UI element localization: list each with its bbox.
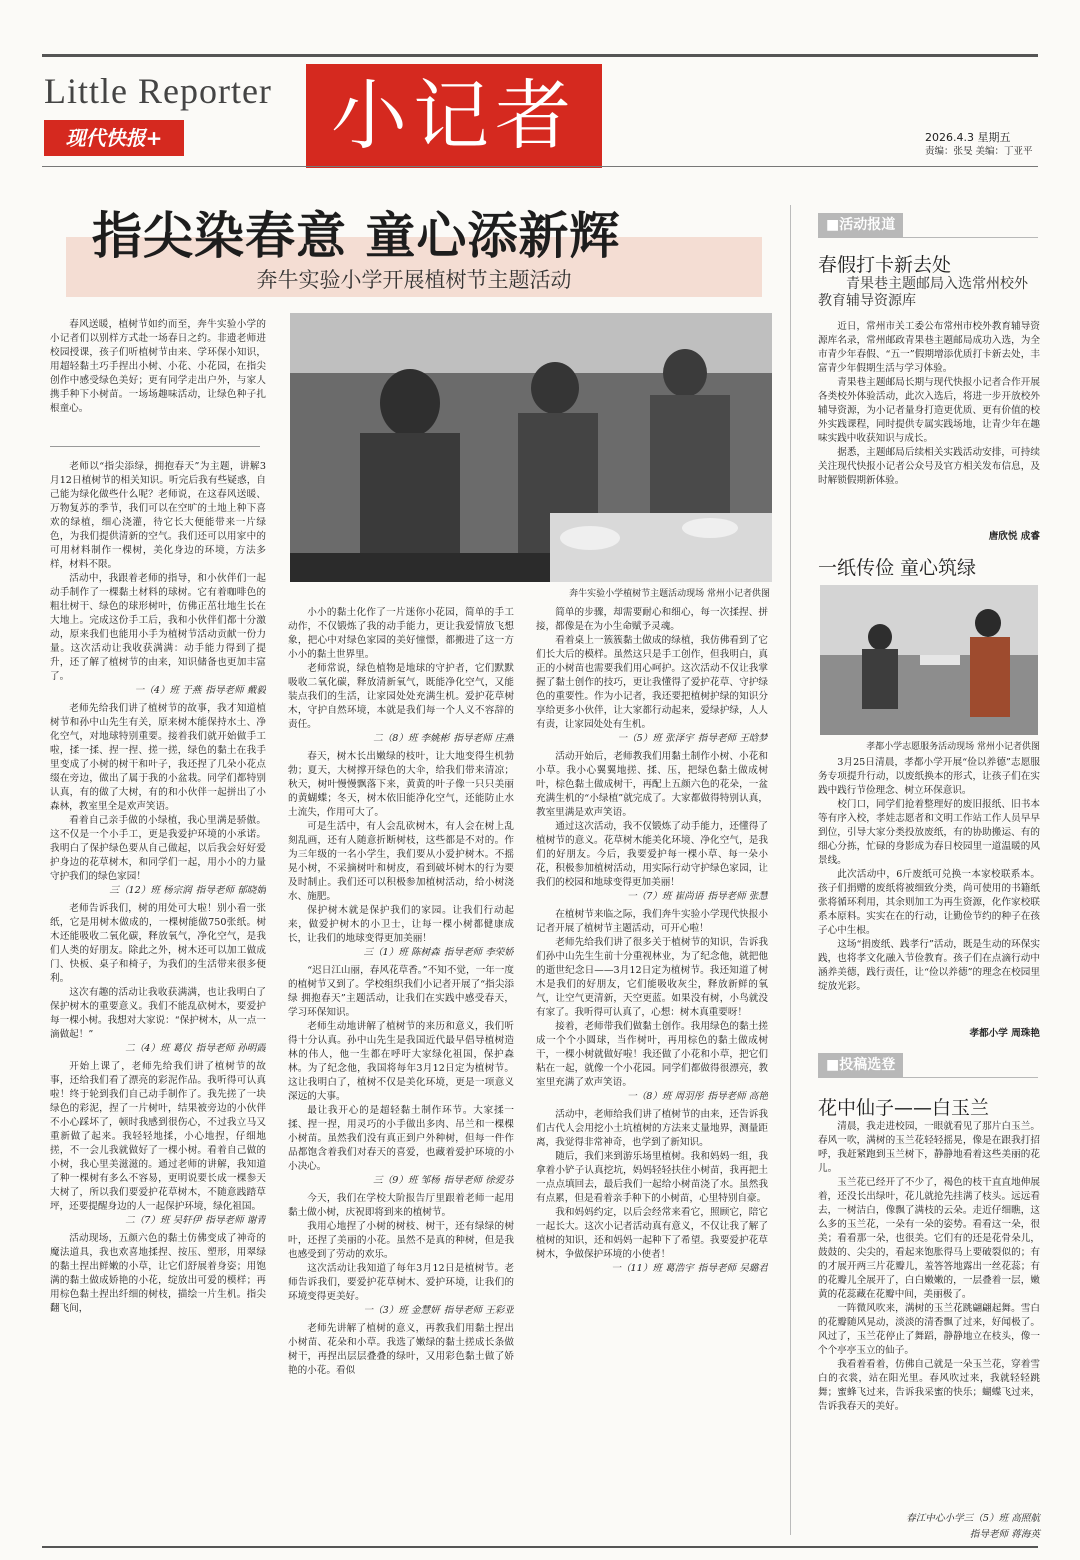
- paragraph: 看着桌上一簇簇黏土做成的绿植，我仿佛看到了它们长大后的模样。虽然这只是手工创作，但我明白，真正的小树苗也需要我们用心呵护。这次活动不仅让我掌握了黏土创作的技巧，更让我懂得了爱护花草、守护绿色的重要性。作为小记者，我还要把植树护绿的知识分享给更多小伙伴，让大家都行动起来，爱绿护绿，人人有责，让家园处处有生机。: [536, 635, 768, 730]
- teacher-name: 指导老师 戴毅: [205, 685, 266, 696]
- children-crafting-photo-icon: [290, 313, 772, 582]
- author-name: 二（8）班 李姚彬: [373, 733, 450, 744]
- author-signature: [288, 946, 514, 960]
- paragraph: 春天，树木长出嫩绿的枝叶，让大地变得生机勃勃；夏天，大树撑开绿色的大伞，给我们带来清凉；秋天，树叶慢慢飘落下来，黄黄的叶子像一只只美丽的黄蝴蝶；冬天，树木依旧能净化空气，还能防止水土流失，作用可大了。: [288, 751, 514, 818]
- paragraph: 此次活动中，6斤废纸可兑换一本家校联系本。孩子们捐赠的废纸将被细致分类，尚可使用的书籍纸张将循环利用，其余则加工为再生资源，化作家校联系本原料。实实在在的行动，让勤俭节约的种子在孩子心中生根。: [818, 869, 1040, 936]
- sidebar-divider: [790, 205, 791, 1535]
- paragraph: 这场“捐废纸、践孝行”活动，既是生动的环保实践，也将孝文化融入节俭教育。孩子们在点滴行动中涵养美德，践行责任，让“俭以养德”的理念在校园里绽放光彩。: [818, 939, 1040, 992]
- paragraph: 老师生动地讲解了植树节的来历和意义，我们听得十分认真。孙中山先生是我国近代最早倡导植树造林的伟人，他一生都在呼吁大家绿化祖国，保护森林。为了纪念他，我国将每年3月12日定为植树节。这让我明白了，植树不仅是美化环境，更是一项意义深远的大事。: [288, 1021, 514, 1102]
- author-name: 一（3）班 金慧妍: [363, 1305, 440, 1316]
- lead-divider: [50, 446, 260, 447]
- teacher-name: 指导老师 庄燕: [453, 733, 514, 744]
- story3-byline-author: 春江中心小学三（5）班 高照航: [906, 1513, 1040, 1524]
- paragraph: 通过这次活动，我不仅锻炼了动手能力，还懂得了植树节的意义。花草树木能美化环境、净化空气，是我们的好朋友。今后，我要爱护每一棵小草、每一朵小花，积极参加植树活动，用实际行动守护绿色家园，让我们的校园和地球变得更加美丽！: [536, 821, 768, 888]
- author-signature: [288, 1304, 514, 1318]
- author-name: 一（5）班 张泽宇: [617, 733, 694, 744]
- paragraph: “迟日江山丽，春风花草香。”不知不觉，一年一度的植树节又到了。学校组织我们小记者开展了“指尖添绿 拥抱春天”主题活动，让我们在实践中感受春天，学习环保知识。: [288, 965, 514, 1018]
- paragraph: 活动开始后，老师教我们用黏土制作小树、小花和小草。我小心翼翼地搓、揉、压，把绿色黏土做成树叶，棕色黏土做成树干，再配上五颜六色的花朵，一盆充满生机的“小绿植”就完成了。大家都做得特别认真，教室里满是欢声笑语。: [536, 751, 768, 818]
- author-name: 一（4）班 于燕: [134, 685, 202, 696]
- author-signature: [50, 1214, 266, 1228]
- teacher-name: 指导老师 李荣娇: [443, 947, 514, 958]
- paragraph: 最让我开心的是超轻黏土制作环节。大家揉一揉、捏一捏，用灵巧的小手做出多肉、吊兰和一棵棵小树苗。虽然我们没有真正到户外种树，但每一件作品都饱含着我们对春天的喜爱，也藏着爱护环境的小小决心。: [288, 1105, 514, 1172]
- author-name: 三（12）班 杨宗润: [109, 885, 192, 896]
- story1-title: 春假打卡新去处: [818, 254, 952, 276]
- paragraph: 随后，我们来到游乐场里植树。我和妈妈一组，我拿着小铲子认真挖坑，妈妈轻轻扶住小树苗，我再把土一点点填回去，最后我们一起给小树苗浇了水。虽然我有点累，但是看着亲手种下的小树苗，心里特别自豪。: [536, 1151, 768, 1204]
- paragraph: 老师先讲解了植树的意义，再教我们用黏土捏出小树苗、花朵和小草。我选了嫩绿的黏土搓成长条做树干，再捏出层层叠叠的绿叶，又用彩色黏土做了娇艳的小花。看似: [288, 1323, 514, 1376]
- paragraph: 校门口，同学们抢着整理好的废旧报纸、旧书本等有序入校，孝娃志愿者和文明工作站工作人员早早到位，引导大家分类投放废纸，有的协助搬运、有的细心分拣，忙碌的身影成为春日校园里一道温暖的风景线。: [818, 799, 1040, 866]
- author-signature: [50, 684, 266, 698]
- teacher-name: 指导老师 谢青: [205, 1215, 266, 1226]
- brand-english-name: Little Reporter: [44, 71, 272, 111]
- paragraph: 接着，老师带我们做黏土创作。我用绿色的黏土搓成一个个小圆球，当作树叶，再用棕色的黏土做成树干，一棵小树就做好啦！我还做了小花和小草，把它们粘在一起，就像一个小花园。同学们都做得很漂亮，教室里充满了欢声笑语。: [536, 1021, 768, 1088]
- teacher-name: 指导老师 徐爱芬: [443, 1175, 514, 1186]
- teacher-name: 指导老师 王彩亚: [443, 1305, 514, 1316]
- teacher-name: 指导老师 吴璐君: [697, 1263, 768, 1274]
- paragraph: 今天，我们在学校大阶报告厅里跟着老师一起用黏土做小树，庆祝即将到来的植树节。: [288, 1193, 514, 1218]
- paragraph: 小小的黏土化作了一片迷你小花园，简单的手工动作，不仅锻炼了我的动手能力，更让我爱情放飞想象，把心中对绿色家园的美好憧憬，都搬进了这一方小小的黏土世界里。: [288, 607, 514, 660]
- activity-photo: [290, 313, 772, 582]
- photo-caption: 奔牛实验小学植树节主题活动现场 常州小记者供图: [569, 589, 770, 599]
- story3-title: 花中仙子——白玉兰: [818, 1097, 990, 1119]
- paragraph: 玉兰花已经开了不少了，褐色的枝干直直地伸展着，还没长出绿叶，花儿就抢先挂满了枝头。远远看去，一树洁白，像飘了满枝的云朵。走近仔细瞧，这么多的玉兰花，一朵有一朵的姿势。看看这一朵，很美；看看那一朵，也很美。它们有的还是花骨朵儿，鼓鼓的、尖尖的，看起来饱胀得马上要破裂似的；有的才展开两三片花瓣儿，羞答答地露出一丝花蕊；有的花瓣儿全展开了，白白嫩嫩的，一层叠着一层，嫩黄的花蕊藏在花瓣中间，美丽极了。: [818, 1177, 1040, 1300]
- bottom-rule: [42, 1546, 1038, 1548]
- story1-subtitle: 青果巷主题邮局入选常州校外教育辅导资源库: [818, 276, 1028, 309]
- teacher-name: 指导老师 孙明霞: [195, 1043, 266, 1054]
- paragraph: 我和妈妈约定，以后会经常来看它，照顾它，陪它一起长大。这次小记者活动真有意义，不仅让我了解了植树的知识，还和妈妈一起种下了希望。我要爱护花草树木，争做保护环境的小使者！: [536, 1207, 768, 1260]
- paragraph: 看着自己亲手做的小绿植，我心里满是骄傲。这不仅是一个小手工，更是我爱护环境的小承诺。我明白了保护绿色要从自己做起，以后我会好好爱护身边的花草树木，和同学们一起，用小小的力量守护我们的绿色家园！: [50, 815, 266, 882]
- story2-title: 一纸传俭 童心筑绿: [818, 557, 977, 579]
- main-subtitle: 奔牛实验小学开展植树节主题活动: [256, 268, 572, 292]
- paragraph: 活动中，老师给我们讲了植树节的由来，还告诉我们古代人会用挖小土坑植树的方法来丈量地界，测量距离，我觉得非常神奇，也学到了新知识。: [536, 1109, 768, 1148]
- author-signature: [50, 1042, 266, 1056]
- story3-byline-teacher: 指导老师 蒋海英: [969, 1529, 1040, 1540]
- author-name: 一（8）班 周羽彤: [627, 1091, 704, 1102]
- story3-body: [818, 1120, 1040, 1506]
- author-signature: [288, 1174, 514, 1188]
- column-title-banner: 小记者: [306, 64, 602, 168]
- author-signature: [536, 1262, 768, 1276]
- author-name: 三（9）班 邹杨: [373, 1175, 440, 1186]
- paragraph: 老师以“指尖添绿，拥抱春天”为主题，讲解3月12日植树节的相关知识。听完后我有些疑惑，自己能为绿化做些什么呢？老师说，在这春风送暖、万物复苏的季节，我们可以在空旷的土地上种下喜欢的绿植，细心浇灌，待它长大便能带来一片绿色，为我们提供清新的空气。我们还可以用家中的可用材料制作一棵树，美化身边的环境，方法多样，材料不限。: [50, 461, 266, 570]
- article-lead: [50, 318, 266, 432]
- teacher-name: 指导老师 高艳: [707, 1091, 768, 1102]
- paragraph: 这次活动让我知道了每年3月12日是植树节。老师告诉我们，要爱护花草树木、爱护环境，让我们的环境变得更美好。: [288, 1263, 514, 1302]
- paragraph: 一阵微风吹来，满树的玉兰花跳翩翩起舞。雪白的花瓣随风晃动，淡淡的清香飘了过来，好闻极了。风过了，玉兰花停止了舞蹈，静静地立在枝头，像一个个亭亭玉立的仙子。: [818, 1303, 1040, 1356]
- author-signature: [288, 732, 514, 746]
- story2-body: [818, 756, 1040, 1024]
- teacher-name: 指导老师 张慧: [707, 891, 768, 902]
- author-signature: [536, 890, 768, 904]
- paragraph: 我用心地捏了小树的树枝、树干，还有绿绿的树叶，还捏了美丽的小花。虽然不是真的种树，但是我也感受到了劳动的欢乐。: [288, 1221, 514, 1260]
- paragraph: 保护树木就是保护我们的家园。让我们行动起来，做爱护树木的小卫士，让每一棵小树都健康成长，让我们的地球变得更加美丽！: [288, 905, 514, 944]
- author-signature: [50, 884, 266, 898]
- story1-byline: 唐欣悦 成睿: [988, 531, 1040, 542]
- section-tag-submissions: ■投稿选登: [818, 1053, 903, 1077]
- section-tag-activity-report: ■活动报道: [818, 213, 903, 237]
- teacher-name: 指导老师 王晗梦: [697, 733, 768, 744]
- section-rule: [818, 237, 1038, 238]
- paragraph: 3月25日清晨，孝都小学开展“俭以养德”志愿服务专项提升行动，以废纸换本的形式，让孩子们在实践中践行节俭理念、树立环保意识。: [818, 757, 1040, 796]
- top-rule: [42, 54, 1038, 57]
- paragraph: 这次有趣的活动让我收获满满，也让我明白了保护树木的重要意义。我们不能乱砍树木，要爱护每一棵小树。我想对大家说：“保护树木，从一点一滴做起！”: [50, 987, 266, 1040]
- teacher-name: 指导老师 郁晓娟: [195, 885, 266, 896]
- author-name: 二（7）班 吴轩伊: [125, 1215, 202, 1226]
- paragraph: 老师常说，绿色植物是地球的守护者，它们默默吸收二氧化碳，释放清新氧气，既能净化空气，又能装点我们的生活，让家园处处充满生机。爱护花草树木，守护自然环境，本就是我们每一个人义不容辞的责任。: [288, 663, 514, 730]
- paragraph: 据悉，主题邮局后续相关实践活动安排，可持续关注现代快报小记者公众号及官方相关发布信息，及时解锁假期新体验。: [818, 447, 1040, 486]
- article-column-1: [50, 460, 266, 1540]
- paragraph: 活动现场，五颜六色的黏土仿佛变成了神奇的魔法道具，我也欢喜地揉捏、按压、塑形，用翠绿的黏土捏出鲜嫩的小草，让它们舒展着身姿；用饱满的黏土做成娇艳的小花，绽放出可爱的模样；再用棕色黏土捏出纤细的树枝，描绘一片生机。指尖翻飞间，: [50, 1233, 266, 1314]
- lead-text: 春风送暖，植树节如约而至，奔牛实验小学的小记者们以别样方式赴一场春日之约。非遗老师进校园授课，孩子们听植树节由来、学环保小知识，用超轻黏土巧手捏出小树、小花、小花园，在指尖创作中感受绿色美好；更有同学走出户外，与家人携手种下小树苗。一场场趣味活动，让绿色种子扎根童心。: [50, 319, 266, 414]
- author-name: 三（1）班 陈树森: [363, 947, 440, 958]
- issue-date: 2026.4.3 星期五: [925, 131, 1011, 144]
- section-rule: [818, 1077, 1038, 1078]
- paragraph: 老师告诉我们，树的用处可大啦！别小看一张纸，它是用树木做成的，一棵树能做750张纸。树木还能吸收二氧化碳，释放氧气，净化空气，是我们人类的好朋友。除此之外，树木还可以加工做成门、快板、桌子和椅子，为我们的生活带来很多便利。: [50, 903, 266, 984]
- paragraph: 近日，常州市关工委公布常州市校外教育辅导资源库名录，常州邮政青果巷主题邮局成功入选，为全市青少年春假、“五一”假期增添优质打卡新去处，丰富青少年假期生活与学习体验。: [818, 321, 1040, 374]
- paragraph: 老师先给我们讲了植树节的故事，我才知道植树节和孙中山先生有关，原来树木能保持水土、净化空气，对地球特别重要。接着我们就开始做手工啦，揉一揉、捏一捏、搓一搓，绿色的黏土在我手里变成了小树的树干和叶子，我还捏了几朵小花点缀在旁边，做出了属于我的小盆栽。同学们都特别认真，有的做了大树，有的和小伙伴一起拼出了小森林，教室里全是欢声笑语。: [50, 703, 266, 812]
- author-signature: [536, 1090, 768, 1104]
- paragraph: 活动中，我跟着老师的指导，和小伙伴们一起动手制作了一棵黏土材料的球树。它有着咖啡色的粗壮树干、绿色的球形树叶，仿佛正茁壮地生长在大地上。完成这份手工后，我和小伙伴们都十分激动，原来我们也能用小手为植树节活动贡献一份力量。这次活动让我收获满满：动手能力得到了提升，还了解了植树节的由来，知识储备也更加丰富了。: [50, 573, 266, 682]
- author-signature: [536, 732, 768, 746]
- author-name: 一（11）班 葛浩宇: [611, 1263, 694, 1274]
- author-name: 一（7）班 崔尚语: [627, 891, 704, 902]
- article-column-2: [288, 606, 514, 1540]
- article-column-3: [536, 606, 768, 1540]
- volunteers-exchanging-paper-photo-icon: [820, 585, 1038, 735]
- paragraph: 我看着看着，仿佛自己就是一朵玉兰花，穿着雪白的衣裳，站在阳光里。春风吹过来，我就轻轻跳舞；蜜蜂飞过来，告诉我采蜜的快乐；蝴蝶飞过来，告诉我春天的美好。: [818, 1359, 1040, 1412]
- paragraph: 简单的步骤，却需要耐心和细心，每一次揉捏、拼接，都像是在为小生命赋予灵魂。: [536, 607, 768, 632]
- masthead-rule: [42, 166, 1038, 167]
- paragraph: 老师先给我们讲了很多关于植树节的知识，告诉我们孙中山先生生前十分重视林业，为了纪念他，就把他的逝世纪念日——3月12日定为植树节。我还知道了树木是我们的好朋友，它们能吸收灰尘，释放新鲜的氧气，让空气更清新，天空更蓝。如果没有树，小鸟就没有家了。我听得可认真了，心想：树木真重要呀！: [536, 937, 768, 1018]
- paragraph: 在植树节来临之际，我们奔牛实验小学现代快报小记者开展了植树节主题活动，可开心啦！: [536, 909, 768, 934]
- story2-photo-caption: 孝都小学志愿服务活动现场 常州小记者供图: [866, 742, 1040, 752]
- paragraph: 青果巷主题邮局长期与现代快报小记者合作开展各类校外体验活动，此次入选后，将进一步开放校外辅导资源，为小记者量身打造更优质、更有价值的校外实践课程，同时提供专属实践场地，让青少年在趣味实践中收获知识与成长。: [818, 377, 1040, 444]
- editor-credits: 责编：张旻 美编：丁亚平: [925, 146, 1033, 157]
- story1-body: [818, 320, 1040, 528]
- paragraph: 清晨，我走进校园，一眼就看见了那片白玉兰。春风一吹，满树的玉兰花轻轻摇晃，像是在跟我打招呼，我赶紧跑到玉兰树下，静静地看着这些美丽的花儿。: [818, 1121, 1040, 1174]
- volunteer-photo: [820, 585, 1038, 735]
- author-name: 二（4）班 葛仪: [125, 1043, 192, 1054]
- brand-logo-badge: 现代快报+: [44, 120, 184, 156]
- paragraph: 开始上课了，老师先给我们讲了植树节的故事，还给我们看了漂亮的彩泥作品。我听得可认真啦！终于轮到我们自己动手制作了。我先搓了一块绿色的彩泥，捏了一片树叶，结果被旁边的小伙伴不小心踩坏了，顿时我感到很伤心，不过我立马又重新做了起来。我轻轻地揉，小心地捏，仔细地搓，不一会儿我就做好了一棵小树。看着自己做的小树，我心里美滋滋的。通过老师的讲解，我知道了种一棵树有多么不容易，更明说要长成一棵参天大树了，所以我们要爱护花草树木，不随意践踏草坪，还要提醒身边的人一起保护环境，绿化祖国。: [50, 1061, 266, 1212]
- main-headline: 指尖染春意 童心添新辉: [92, 207, 621, 265]
- story2-byline: 孝都小学 周珠艳: [969, 1028, 1040, 1039]
- paragraph: 可是生活中，有人会乱砍树木，有人会在树上乱刻乱画，还有人随意折断树枝，这些都是不对的。作为三年级的一名小学生，我们要从小爱护树木。不摇晃小树，不采摘树叶和树皮，看到破坏树木的行为要及时制止。我们还可以积极参加植树活动，给小树浇水、施肥。: [288, 821, 514, 902]
